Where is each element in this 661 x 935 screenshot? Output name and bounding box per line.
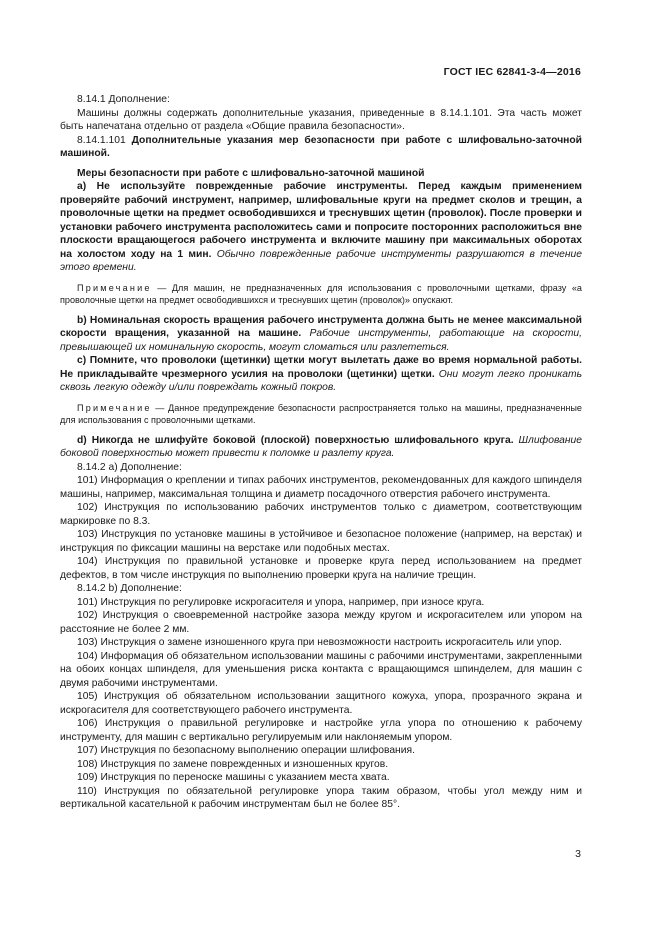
clause-8-14-1: 8.14.1 Дополнение: xyxy=(77,94,170,105)
list-item: 105) Инструкция об обязательном использовании защитного кожуха, упора, прозрачного экрана и искрогасителя для соответствующего рабочего инструмента. xyxy=(60,691,582,716)
item-d xyxy=(60,434,582,461)
section-heading: Меры безопасности при работе с шлифовально-заточной машиной xyxy=(77,167,425,179)
note-label: Примечание xyxy=(77,402,152,413)
list-item: 108) Инструкция по замене поврежденных и изношенных кругов. xyxy=(77,758,389,770)
list-item: 104) Инструкция по правильной установке и проверке круга перед использованием на предмет дефектов, в том числе инструкция по выполнению проверки круга на наличие трещин. xyxy=(60,556,582,581)
list-item: 101) Информация о креплении и типах рабочих инструментов, рекомендованных для каждого шпинделя машины, например, максимальная толщина и диаметр посадочного отверстия рабочего инструмента. xyxy=(60,475,582,500)
note-label: Примечание xyxy=(77,282,152,293)
list-item: 101) Инструкция по регулировке искрогасителя и упора, например, при износе круга. xyxy=(77,596,485,608)
page-body xyxy=(60,93,582,812)
italic-text: Шлифование боковой поверхностью может привести к поломке и разлету круга. xyxy=(60,434,582,459)
list-item: 102) Инструкция о своевременной настройке зазора между кругом и искрогасителем или упором на расстояние не более 2 мм. xyxy=(60,610,582,635)
item-b xyxy=(60,314,582,355)
list-item: 109) Инструкция по переноске машины с указанием места хвата. xyxy=(77,772,390,783)
list-item: 103) Инструкция по установке машины в устойчивое и безопасное положение (например, на верстак) и инструкция по фиксации машины на верстаке или подобных местах. xyxy=(60,529,582,554)
bold-text: d) Никогда не шлифуйте боковой (плоской) поверхностью шлифовального круга. xyxy=(77,434,514,446)
item-a xyxy=(60,180,582,275)
note-text: — Данное предупреждение безопасности распространяется только на машины, предназначенные для использования с проволочными щетками. xyxy=(60,402,582,425)
list-item: 103) Инструкция о замене изношенного круга при невозможности настроить искрогаситель или упор. xyxy=(77,637,562,648)
paragraph: Машины должны содержать дополнительные указания, приведенные в 8.14.1.101. Эта часть может быть напечатана отдельно от раздела «Общие правила безопасности». xyxy=(60,107,582,132)
bold-text: Дополнительные указания мер безопасности при работе с шлифовально-заточной машиной. xyxy=(60,134,583,159)
list-item: 107) Инструкция по безопасному выполнению операции шлифования. xyxy=(77,745,415,756)
document-header: ГОСТ IEC 62841-3-4—2016 xyxy=(443,66,581,78)
note-2 xyxy=(60,402,582,427)
list-item: 104) Информация об обязательном использовании машины с рабочими инструментами, закрепленными на обоих концах шпинделя, для уменьшения риска контакта с вращающимся шпинделем, для машин с двумя рабочими инструментами. xyxy=(60,650,582,689)
note-text: — Для машин, не предназначенных для использования с проволочными щетками, фразу «а проволочные щетки на предмет освободившихся и треснувших щетин (проволок)» опускают. xyxy=(60,282,582,305)
bold-text: b) Номинальная скорость вращения рабочего инструмента должна быть не менее максимальной скорости вращения, указанной на машине. xyxy=(60,314,582,339)
list-item: 102) Инструкция по использованию рабочих инструментов только с диаметром, соответствующим маркировке по 8.3. xyxy=(60,502,582,527)
clause-number: 8.14.1.101 xyxy=(77,134,132,146)
italic-text: Они могут легко проникать сквозь легкую одежду и/или повреждать кожный покров. xyxy=(60,368,582,393)
clause-8-14-2-b: 8.14.2 b) Дополнение: xyxy=(77,583,182,594)
page-number: 3 xyxy=(575,848,581,860)
item-c xyxy=(60,354,582,395)
bold-text: c) Помните, что проволоки (щетинки) щетки могут вылетать даже во время нормальной работы. Не прикладывайте чрезмерного усилия на проволоки (щетинки) щетки. xyxy=(60,355,582,380)
note-1 xyxy=(60,282,582,307)
clause-8-14-1-101 xyxy=(60,134,582,161)
italic-text: Обычно поврежденные рабочие инструменты разрушаются в течение этого времени. xyxy=(60,248,582,273)
list-item: 106) Инструкция о правильной регулировке и настройке угла упора по отношению к рабочему инструменту, для машин с вертикально регулируемым или наклоняемым упором. xyxy=(60,718,582,743)
italic-text: Рабочие инструменты, работающие на скорости, превышающей их номинальную скорость, могут сломаться или разлететься. xyxy=(60,328,582,353)
clause-8-14-2-a: 8.14.2 a) Дополнение: xyxy=(77,461,182,473)
bold-text: a) Не используйте поврежденные рабочие инструменты. Перед каждым применением проверяйте рабочий инструмент, например, шлифовальные круги на предмет сколов и трещин, а проволочные щетки на предмет освободившихся и треснувших щетин (проволок). После проверки и установки рабочего инструмента расположитесь сами и попросите посторонних расположиться вне плоскости вращающегося рабочего инструмента и включите машину при максимальных оборотах на холостом ходу на 1 мин. xyxy=(60,181,582,260)
list-item: 110) Инструкция по обязательной регулировке упора таким образом, чтобы угол между ним и вертикальной касательной к рабочим инструментам был не более 85°. xyxy=(60,785,582,810)
